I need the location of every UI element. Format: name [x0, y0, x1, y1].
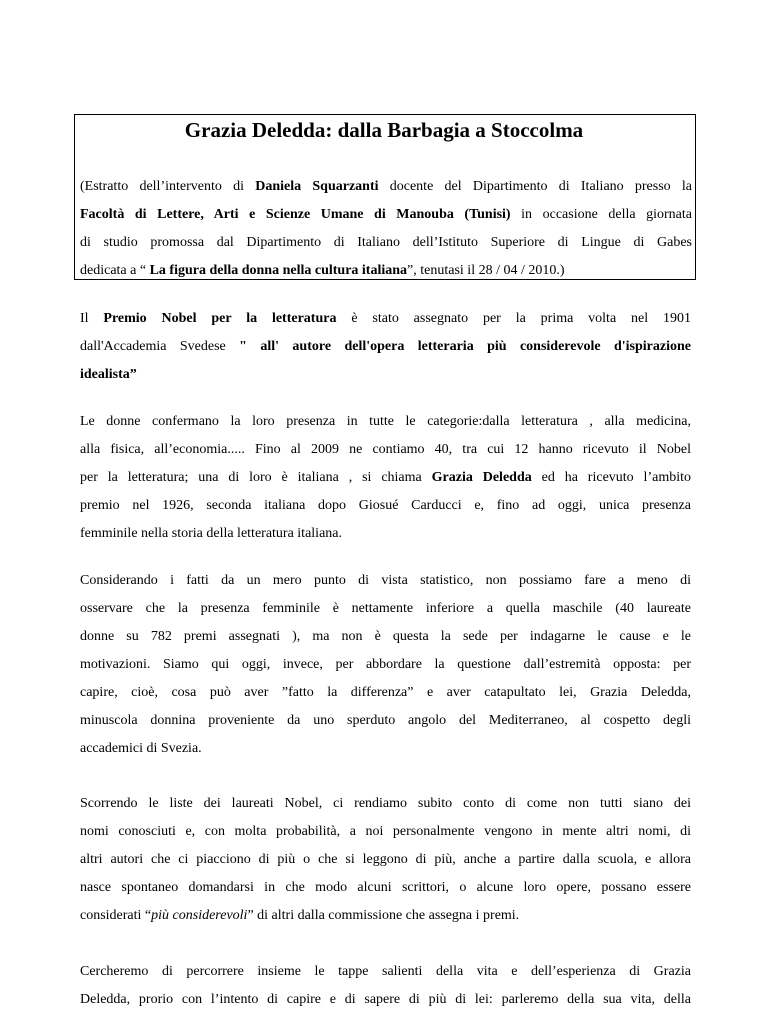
paragraph-3-line-6: minuscola donnina proveniente da uno sperduto angolo del Mediterraneo, al cospetto degli — [80, 713, 691, 728]
faculty-name: Facoltà di Lettere, Arti e Scienze Umane di Manouba (Tunisi) — [80, 207, 511, 222]
paragraph-3-line-4: motivazioni. Siamo qui oggi, invece, per abbordare la questione dall’estremità opposta: per — [80, 657, 691, 672]
prize-quote: " all' autore dell'opera letteraria più considerevole d'ispirazione — [239, 339, 691, 354]
intro-text: ”, tenutasi il 28 / 04 / 2010.) — [407, 263, 565, 278]
intro-text: docente del Dipartimento di Italiano presso la — [378, 179, 693, 194]
paragraph-4-line-1: Scorrendo le liste dei laureati Nobel, ci rendiamo subito conto di come non tutti siano dei — [80, 796, 691, 811]
paragraph-2-line-4: premio nel 1926, seconda italiana dopo Giosué Carducci e, fino ad oggi, unica presenza — [80, 498, 691, 513]
intro-text: dedicata a “ — [80, 263, 150, 278]
body-text: dall'Accademia Svedese — [80, 339, 240, 354]
paragraph-1-line-3 — [80, 366, 691, 384]
event-title: La figura della donna nella cultura italiana — [149, 263, 408, 278]
laureate-name: Grazia Deledda — [431, 470, 532, 485]
intro-text: di studio promossa dal Dipartimento di Italiano dell’Istituto Superiore di Lingue di Gabes — [80, 235, 692, 250]
body-text: per la letteratura; una di loro è italiana , si chiama — [80, 470, 432, 485]
paragraph-4-line-3: altri autori che ci piacciono di più o che si leggono di più, anche a partire dalla scuola, e allora — [80, 852, 691, 867]
paragraph-2-line-3 — [80, 469, 691, 487]
paragraph-3-line-1: Considerando i fatti da un mero punto di vista statistico, non possiamo fare a meno di — [80, 573, 691, 588]
paragraph-3-line-2: osservare che la presenza femminile è nettamente inferiore a quella maschile (40 laureate — [80, 601, 691, 616]
intro-line-3 — [80, 234, 692, 252]
prize-quote-end: idealista” — [80, 367, 137, 382]
body-text: ” di altri dalla commissione che assegna i premi. — [247, 908, 520, 923]
paragraph-3-line-5: capire, cioè, cosa può aver ”fatto la differenza” e aver catapultato lei, Grazia Deledda, — [80, 685, 691, 700]
italic-phrase: più considerevoli — [151, 908, 248, 923]
prize-name: Premio Nobel per la letteratura — [103, 311, 337, 326]
paragraph-2-line-1: Le donne confermano la loro presenza in tutte le categorie:dalla letteratura , alla medicina, — [80, 414, 691, 429]
paragraph-1-line-1 — [80, 310, 691, 328]
paragraph-1-line-2 — [80, 338, 691, 356]
document-title: Grazia Deledda: dalla Barbagia a Stoccolma — [184, 118, 584, 142]
paragraph-4-line-5 — [80, 907, 691, 925]
intro-line-4 — [80, 262, 692, 280]
paragraph-5-line-2: Deledda, prorio con l’intento di capire e di sapere di più di lei: parleremo della sua vita, della — [80, 992, 691, 1007]
paragraph-4-line-4: nasce spontaneo domandarsi in che modo alcuni scrittori, o alcune loro opere, possano essere — [80, 880, 691, 895]
intro-line-1 — [80, 178, 692, 196]
author-name: Daniela Squarzanti — [255, 179, 379, 194]
intro-line-2 — [80, 206, 692, 224]
body-text: considerati “ — [80, 908, 152, 923]
paragraph-3-line-3: donne su 782 premi assegnati ), ma non è questa la sede per indagarne le cause e le — [80, 629, 691, 644]
paragraph-5-line-1: Cercheremo di percorrere insieme le tappe salienti della vita e dell’esperienza di Grazia — [80, 964, 691, 979]
intro-text: in occasione della giornata — [510, 207, 692, 222]
paragraph-2-line-2: alla fisica, all’economia..... Fino al 2009 ne contiamo 40, tra cui 12 hanno ricevuto il Nobel — [80, 442, 691, 457]
body-text: è stato assegnato per la prima volta nel 1901 — [336, 311, 691, 326]
intro-text: (Estratto dell’intervento di — [80, 179, 256, 194]
paragraph-2-line-5: femminile nella storia della letteratura italiana. — [80, 526, 342, 541]
paragraph-3-line-7: accademici di Svezia. — [80, 741, 202, 756]
body-text: ed ha ricevuto l’ambito — [531, 470, 691, 485]
body-text: Il — [80, 311, 104, 326]
paragraph-4-line-2: nomi conosciuti e, con molta probabilità, a noi personalmente vengono in mente altri nomi, di — [80, 824, 691, 839]
